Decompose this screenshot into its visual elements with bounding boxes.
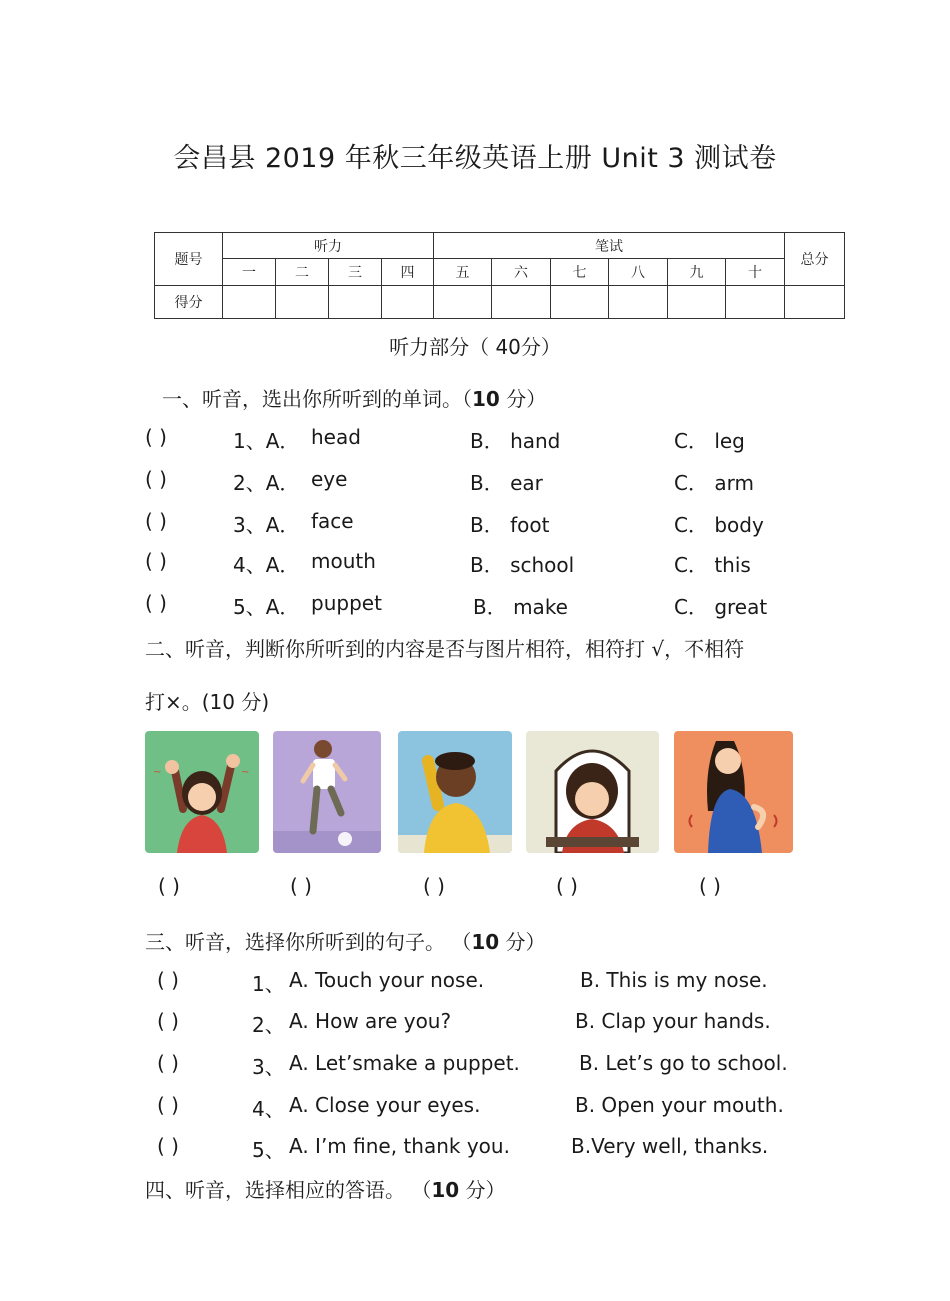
section3-item bbox=[157, 968, 847, 996]
score-cell[interactable] bbox=[551, 286, 609, 319]
score-table-num: 八 bbox=[609, 259, 668, 286]
score-cell[interactable] bbox=[726, 286, 785, 319]
score-table-num: 七 bbox=[551, 259, 609, 286]
page-title: 会昌县 2019 年秋三年级英语上册 Unit 3 测试卷 bbox=[173, 143, 777, 174]
score-table bbox=[154, 232, 845, 319]
picture-boy-touching-head bbox=[398, 731, 512, 853]
score-cell[interactable] bbox=[329, 286, 382, 319]
score-table-header-bishi: 笔试 bbox=[434, 233, 785, 259]
picture-girl-hand-on-hip bbox=[674, 731, 793, 853]
option-a: eye bbox=[311, 467, 348, 491]
option-b: B． foot bbox=[470, 513, 550, 537]
score-table-header-tihao: 题号 bbox=[155, 233, 223, 286]
answer-paren[interactable]: ( ) bbox=[145, 549, 167, 573]
option-c: C． leg bbox=[674, 429, 745, 453]
picture-boy-stamping bbox=[273, 731, 381, 853]
option-b: B． make bbox=[473, 595, 568, 619]
listening-part-heading: 听力部分（ 40分） bbox=[389, 335, 561, 359]
item-number: 1、A． bbox=[233, 429, 300, 453]
picture-girl-waving bbox=[145, 731, 259, 853]
score-table-num: 五 bbox=[434, 259, 492, 286]
score-cell[interactable] bbox=[223, 286, 276, 319]
picture-answer-paren-3[interactable]: ( ) bbox=[423, 874, 445, 898]
item-number: 3、A． bbox=[233, 513, 300, 537]
item-number: 3、 bbox=[252, 1055, 285, 1079]
score-table-num: 六 bbox=[492, 259, 551, 286]
score-table-num: 二 bbox=[276, 259, 329, 286]
score-cell[interactable] bbox=[382, 286, 434, 319]
answer-paren[interactable]: ( ) bbox=[145, 425, 167, 449]
option-b: B.Very well, thanks. bbox=[571, 1134, 769, 1158]
item-number: 5、 bbox=[252, 1138, 285, 1162]
section3-item bbox=[157, 1134, 847, 1162]
option-c: C． body bbox=[674, 513, 764, 537]
section3-heading: 三、听音，选择你所听到的句子。 （10 分） bbox=[145, 930, 546, 954]
picture-girl-at-window bbox=[526, 731, 659, 853]
answer-paren[interactable]: ( ) bbox=[145, 467, 167, 491]
answer-paren[interactable]: ( ) bbox=[157, 968, 179, 992]
option-b: B． hand bbox=[470, 429, 561, 453]
picture-answer-paren-5[interactable]: ( ) bbox=[699, 874, 721, 898]
section1-item bbox=[145, 509, 845, 537]
option-c: C． great bbox=[674, 595, 768, 619]
option-b: B． ear bbox=[470, 471, 543, 495]
answer-paren[interactable]: ( ) bbox=[145, 591, 167, 615]
option-b: B. Let’s go to school. bbox=[579, 1051, 788, 1075]
option-a: A. Let’smake a puppet. bbox=[289, 1051, 520, 1075]
score-table-num: 九 bbox=[668, 259, 726, 286]
answer-paren[interactable]: ( ) bbox=[157, 1051, 179, 1075]
answer-paren[interactable]: ( ) bbox=[157, 1009, 179, 1033]
score-table-num: 一 bbox=[223, 259, 276, 286]
section1-item bbox=[145, 467, 845, 495]
item-number: 5、A． bbox=[233, 595, 300, 619]
picture-answer-paren-4[interactable]: ( ) bbox=[556, 874, 578, 898]
answer-paren[interactable]: ( ) bbox=[157, 1134, 179, 1158]
option-c: C． this bbox=[674, 553, 751, 577]
item-number: 2、 bbox=[252, 1013, 285, 1037]
section4-heading: 四、听音，选择相应的答语。 （10 分） bbox=[145, 1178, 506, 1202]
score-table-header-zongfen: 总分 bbox=[785, 233, 845, 286]
item-number: 2、A． bbox=[233, 471, 300, 495]
option-a: A. Close your eyes. bbox=[289, 1093, 481, 1117]
score-table-num: 四 bbox=[382, 259, 434, 286]
section1-heading: 一、听音，选出你所听到的单词。（10 分） bbox=[162, 387, 547, 411]
picture-answer-paren-2[interactable]: ( ) bbox=[290, 874, 312, 898]
option-a: face bbox=[311, 509, 354, 533]
section3-item bbox=[157, 1009, 847, 1037]
section2-heading-line2: 打×。(10 分) bbox=[145, 690, 270, 714]
score-table-num: 三 bbox=[329, 259, 382, 286]
option-a: A. How are you? bbox=[289, 1009, 452, 1033]
score-cell[interactable] bbox=[434, 286, 492, 319]
svg-text:~: ~ bbox=[153, 767, 162, 778]
section1-item bbox=[145, 549, 845, 577]
option-b: B. Clap your hands. bbox=[575, 1009, 771, 1033]
option-b: B. Open your mouth. bbox=[575, 1093, 784, 1117]
score-table-defen: 得分 bbox=[155, 286, 223, 319]
answer-paren[interactable]: ( ) bbox=[145, 509, 167, 533]
option-b: B． school bbox=[470, 553, 575, 577]
score-cell[interactable] bbox=[276, 286, 329, 319]
picture-answer-paren-1[interactable]: ( ) bbox=[158, 874, 180, 898]
answer-paren[interactable]: ( ) bbox=[157, 1093, 179, 1117]
score-cell[interactable] bbox=[785, 286, 845, 319]
section1-item bbox=[145, 591, 845, 619]
score-table-header-tingli: 听力 bbox=[223, 233, 434, 259]
section3-item bbox=[157, 1051, 847, 1079]
option-a: A. I’m fine, thank you. bbox=[289, 1134, 510, 1158]
item-number: 1、 bbox=[252, 972, 285, 996]
section1-item bbox=[145, 425, 845, 453]
option-a: puppet bbox=[311, 591, 382, 615]
option-a: A. Touch your nose. bbox=[289, 968, 485, 992]
option-b: B. This is my nose. bbox=[580, 968, 768, 992]
score-cell[interactable] bbox=[668, 286, 726, 319]
section2-heading-line1: 二、听音，判断你所听到的内容是否与图片相符，相符打 √，不相符 bbox=[145, 637, 745, 661]
section3-item bbox=[157, 1093, 847, 1121]
option-a: head bbox=[311, 425, 361, 449]
option-a: mouth bbox=[311, 549, 376, 573]
item-number: 4、 bbox=[252, 1097, 285, 1121]
score-cell[interactable] bbox=[492, 286, 551, 319]
option-c: C． arm bbox=[674, 471, 754, 495]
score-table-num: 十 bbox=[726, 259, 785, 286]
item-number: 4、A． bbox=[233, 553, 300, 577]
svg-text:~: ~ bbox=[241, 767, 250, 778]
score-cell[interactable] bbox=[609, 286, 668, 319]
